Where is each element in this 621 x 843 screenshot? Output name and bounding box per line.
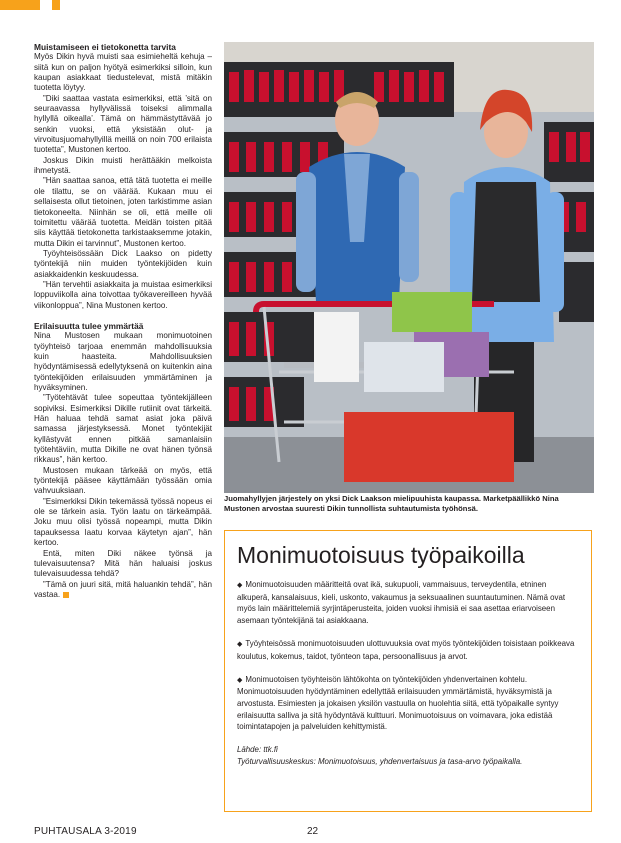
source-line: Työturvallisuuskeskus: Monimuotoisuus, yhdenvertaisuus ja tasa-arvo työpaikalla. xyxy=(237,756,523,766)
article-left-column xyxy=(34,42,212,600)
info-box xyxy=(224,530,592,812)
paragraph: ”Esimerkiksi Dikin tekemässä työssä nopeus ei ole se tärkein asia. Työn laatu on tärkeämpää. Joku muu olisi työssä nopeampi, mutta Dikin tapauksessa laatu korvaa käytetyn ajan”, hän kertoo. xyxy=(34,496,212,548)
publication-footer: PUHTAUSALA 3-2019 xyxy=(34,826,137,837)
paragraph-final: ”Tämä on juuri sitä, mitä haluankin tehdä”, hän vastaa. xyxy=(34,579,212,599)
bullet-item: ◆ Työyhteisössä monimuotoisuuden ulottuvuuksia ovat myös työntekijöiden toisistaan poikkeava koulutus, kokemus, taidot, työnteon tapa, persoonallisuus ja arvot. xyxy=(237,638,575,661)
paragraph: Myös Dikin hyvä muisti saa esimieheltä kehuja – siitä kun on paljon hyötyä esimerkiksi silloin, kun kaupan asiakkaat tiedustelevat, mistä mitäkin tuotetta löytyy. xyxy=(34,52,212,93)
page-number: 22 xyxy=(307,826,319,837)
bullet-item: ◆ Monimuotoisuuden määritteitä ovat ikä, sukupuoli, vammaisuus, terveydentila, etninen alkuperä, kansalaisuus, kieli, uskonto, vakaumus ja seksuaalinen suuntautuminen. Nämä ovat myös lain määrittelemiä syrjintäperusteita, joiden vuoksi ihmisiä ei saa asettaa eriarvoiseen asemaan työntekijänä tai asiakkaana. xyxy=(237,580,566,625)
bullet-item: ◆ Monimuotoisen työyhteisön lähtökohta on työntekijöiden yhdenvertainen kohtelu. Monimuotoisuuden hyödyntäminen edellyttää erilaisuuden ymmärtämistä, hyväksymistä ja arvostusta. Esimiesten ja jokaisen yksilön vastuulla on huolehtia siitä, että työpaikalle syntyy erilaisuutta salliva ja sitä hyödyntävä kulttuuri. Monimuotoisuus on voimavara, joka edistää toimintatapojen ja palveluiden kehittymistä. xyxy=(237,674,559,732)
corner-accent-bar xyxy=(0,0,40,10)
paragraph: ”Hän saattaa sanoa, että tätä tuotetta ei meille ole tilattu, se on väärää. Kukaan muu ei sellaisesta ollut tietoinen, joten tarkistimme asian tietokoneelta. Niinhän se oli, että meille oli toimitettu väärää tuotetta. Meidän toisten pitää siis käyttää tietokonetta tarkistaaksemme jotakin, mutta Dikin ei tarvinnut”, Mustonen kertoo. xyxy=(34,176,212,248)
paragraph: Mustosen mukaan tärkeää on myös, että työntekijä pääsee käyttämään työssään omia vahvuuksiaan. xyxy=(34,465,212,496)
info-box-title: Monimuotoisuus työpaikoilla xyxy=(237,542,525,568)
paragraph: Työyhteisössään Dick Laakso on pidetty työntekijä niin muiden työntekijöiden kuin asiakkaidenkin keskuudessa. xyxy=(34,248,212,279)
paragraph: Entä, miten Diki näkee työnsä ja tulevaisuutensa? Mitä hän haluaisi joskus tulevaisuudessa tehdä? xyxy=(34,548,212,579)
end-mark xyxy=(63,592,69,598)
paragraph: ”Hän tervehtii asiakkaita ja muistaa esimerkiksi loppuviikolla aina toivottaa työkavereilleen hyvää viikonloppua”, Nina Mustonen kertoo. xyxy=(34,279,212,310)
paragraph: Nina Mustosen mukaan monimuotoinen työyhteisö tarjoaa enemmän mahdollisuuksia kuin haasteita. Mahdollisuuksien hyödyntämisessä edellytyksenä on kuitenkin aina työntekijöiden erilaisuuden ymmärtäminen ja hyväksyminen. xyxy=(34,331,212,392)
section-heading-memory: Muistamiseen ei tietokonetta tarvita xyxy=(34,42,176,52)
paragraph: Joskus Dikin muisti herättääkin melkoista ihmetystä. xyxy=(34,155,212,176)
article-photo xyxy=(224,42,594,493)
diamond-bullet-icon: ◆ xyxy=(237,640,243,648)
diamond-bullet-icon: ◆ xyxy=(237,676,243,684)
diamond-bullet-icon: ◆ xyxy=(237,582,243,589)
section-heading-diversity: Erilaisuutta tulee ymmärtää xyxy=(34,320,144,331)
paragraph: ”Diki saattaa vastata esimerkiksi, että ’sitä on seuraavassa hyllyvälissä toiseksi alimmalla hyllyllä oikealla’. Tämä on hämmästyttävää jo senkin vuoksi, että yksistään olut- ja virvoitusjuomahyllyillä meillä on noin 700 erilaista tuotetta”, Mustonen kertoo. xyxy=(34,93,212,155)
photo-caption: Juomahyllyjen järjestely on yksi Dick Laakson mielipuuhista kaupassa. Marketpäällikkö Nina Mustonen arvostaa suuresti Dikin tunnollista suhtautumista työhönsä. xyxy=(224,494,559,513)
paragraph: ”Työtehtävät tulee sopeuttaa työntekijälleen sopiviksi. Esimerkiksi Dikille rutiinit ovat tärkeitä. Hän haluaa tehdä samat asiat joka päivä samassa järjestyksessä. Monet työntekijät kyllästyvät ennen pitkää samanlaisiin työtehtäviin, mutta Dikille ne ovat hänen työnsä rikkaus”, hän kertoo. xyxy=(34,393,212,465)
source-line: Lähde: ttk.fi xyxy=(237,745,278,755)
corner-accent-bar-small xyxy=(52,0,60,10)
